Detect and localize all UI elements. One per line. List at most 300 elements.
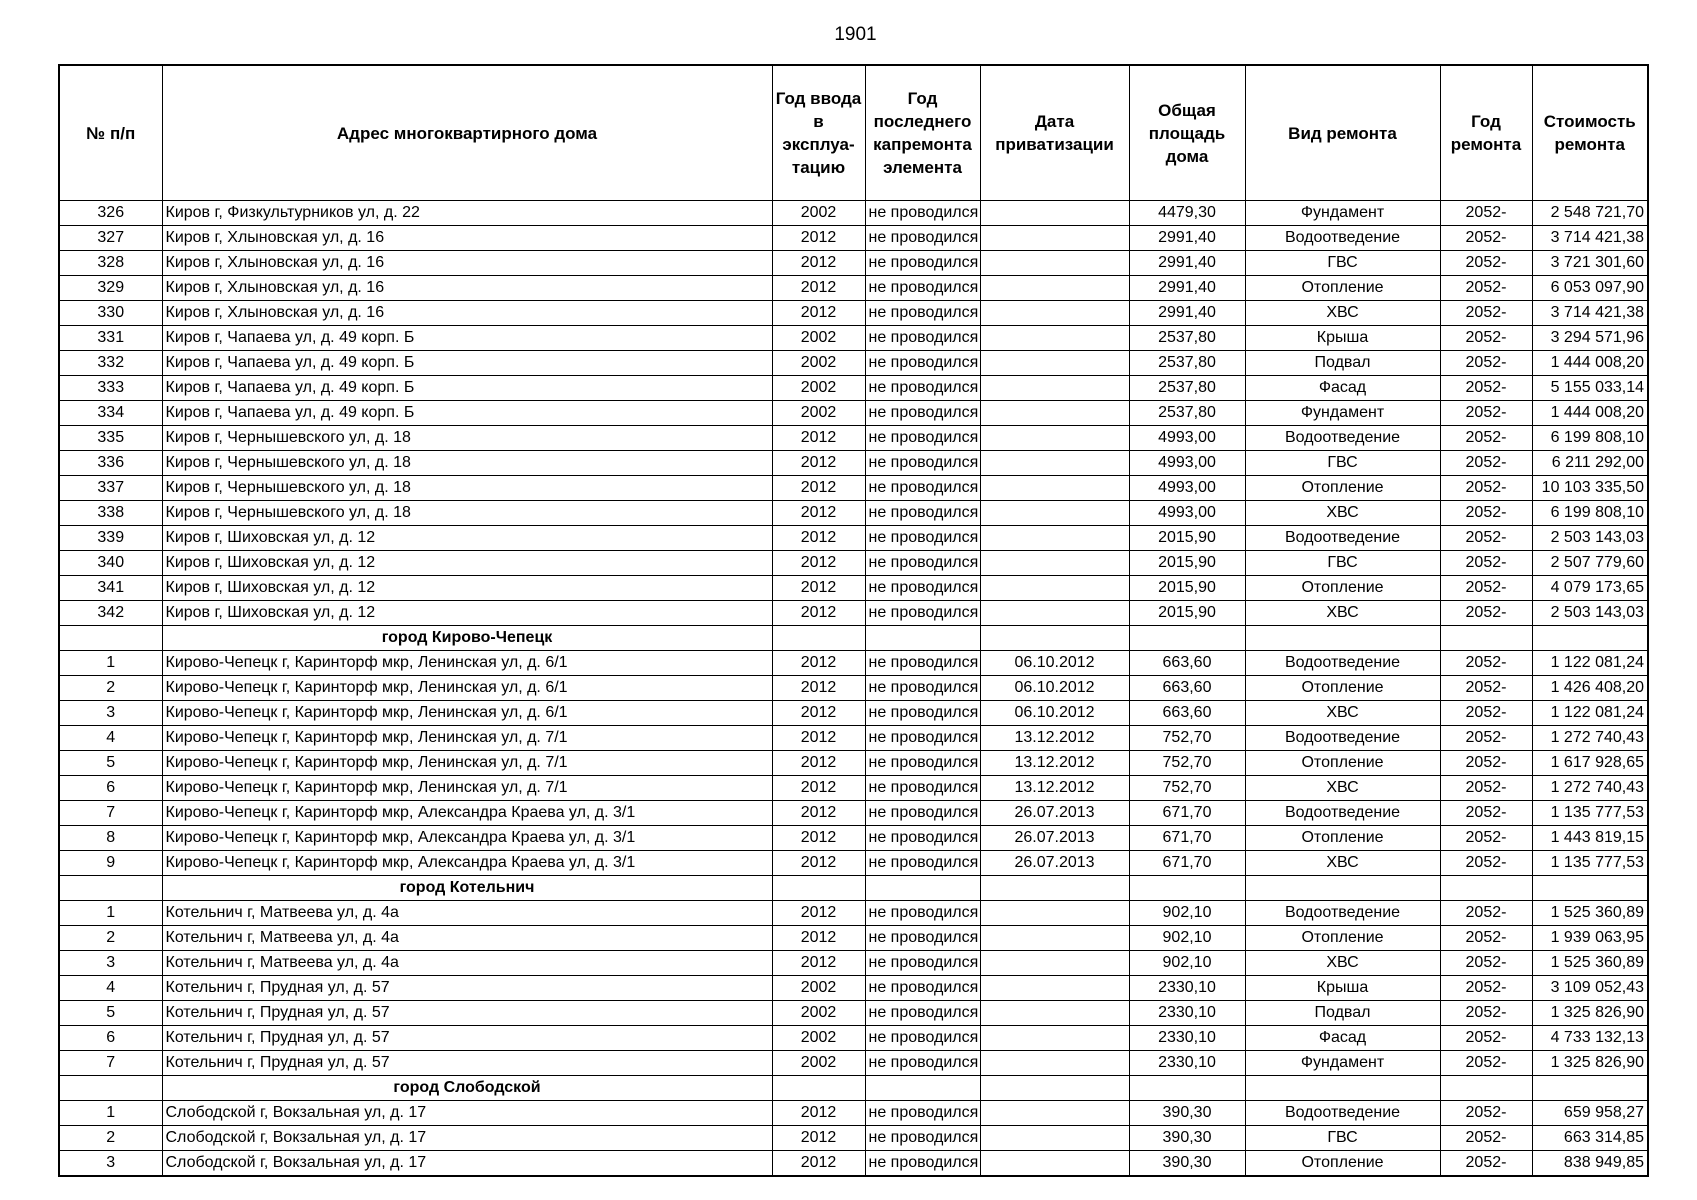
section-empty-cell xyxy=(1245,1076,1440,1101)
cell-num: 4 xyxy=(59,976,162,1001)
cell-repair-cost: 3 721 301,60 xyxy=(1532,251,1648,276)
cell-privatization-date xyxy=(980,976,1129,1001)
cell-repair-cost: 1 617 928,65 xyxy=(1532,751,1648,776)
cell-privatization-date: 26.07.2013 xyxy=(980,801,1129,826)
header-num: № п/п xyxy=(59,65,162,201)
cell-address: Кирово-Чепецк г, Каринторф мкр, Ленинская ул, д. 6/1 xyxy=(162,651,772,676)
cell-year-last-repair: не проводился xyxy=(865,601,980,626)
cell-repair-year: 2052- xyxy=(1440,1151,1532,1177)
cell-total-area: 752,70 xyxy=(1129,776,1245,801)
cell-privatization-date xyxy=(980,1126,1129,1151)
table-row xyxy=(59,501,1648,526)
cell-address: Кирово-Чепецк г, Каринторф мкр, Ленинская ул, д. 6/1 xyxy=(162,676,772,701)
cell-repair-year: 2052- xyxy=(1440,576,1532,601)
cell-repair-type: Фундамент xyxy=(1245,1051,1440,1076)
cell-privatization-date xyxy=(980,926,1129,951)
cell-address: Киров г, Чапаева ул, д. 49 корп. Б xyxy=(162,351,772,376)
header-repair-type: Вид ремонта xyxy=(1245,65,1440,201)
cell-year-commission: 2012 xyxy=(772,601,865,626)
cell-num: 6 xyxy=(59,1026,162,1051)
cell-repair-year: 2052- xyxy=(1440,226,1532,251)
cell-repair-year: 2052- xyxy=(1440,301,1532,326)
cell-year-commission: 2012 xyxy=(772,751,865,776)
cell-num: 328 xyxy=(59,251,162,276)
cell-repair-cost: 5 155 033,14 xyxy=(1532,376,1648,401)
cell-year-last-repair: не проводился xyxy=(865,1026,980,1051)
cell-repair-cost: 10 103 335,50 xyxy=(1532,476,1648,501)
table-row xyxy=(59,926,1648,951)
section-row xyxy=(59,876,1648,901)
cell-num: 336 xyxy=(59,451,162,476)
section-title: город Котельнич xyxy=(162,876,772,901)
cell-repair-year: 2052- xyxy=(1440,501,1532,526)
cell-repair-type: Водоотведение xyxy=(1245,226,1440,251)
cell-repair-type: ХВС xyxy=(1245,851,1440,876)
cell-repair-year: 2052- xyxy=(1440,801,1532,826)
cell-repair-cost: 6 053 097,90 xyxy=(1532,276,1648,301)
cell-total-area: 2015,90 xyxy=(1129,601,1245,626)
cell-total-area: 2537,80 xyxy=(1129,326,1245,351)
cell-num: 337 xyxy=(59,476,162,501)
cell-address: Кирово-Чепецк г, Каринторф мкр, Ленинская ул, д. 7/1 xyxy=(162,776,772,801)
cell-address: Киров г, Шиховская ул, д. 12 xyxy=(162,526,772,551)
cell-year-commission: 2012 xyxy=(772,726,865,751)
cell-year-commission: 2012 xyxy=(772,701,865,726)
table-row xyxy=(59,951,1648,976)
table-row xyxy=(59,1126,1648,1151)
cell-repair-type: ХВС xyxy=(1245,501,1440,526)
cell-repair-year: 2052- xyxy=(1440,1051,1532,1076)
cell-year-commission: 2012 xyxy=(772,951,865,976)
table-row xyxy=(59,276,1648,301)
cell-privatization-date xyxy=(980,1051,1129,1076)
cell-repair-type: ХВС xyxy=(1245,301,1440,326)
cell-privatization-date xyxy=(980,476,1129,501)
cell-repair-type: Отопление xyxy=(1245,676,1440,701)
cell-address: Киров г, Хлыновская ул, д. 16 xyxy=(162,226,772,251)
cell-num: 7 xyxy=(59,801,162,826)
cell-privatization-date xyxy=(980,426,1129,451)
cell-privatization-date xyxy=(980,1026,1129,1051)
cell-repair-type: Водоотведение xyxy=(1245,801,1440,826)
cell-repair-cost: 3 294 571,96 xyxy=(1532,326,1648,351)
cell-year-commission: 2002 xyxy=(772,1001,865,1026)
cell-year-last-repair: не проводился xyxy=(865,676,980,701)
cell-privatization-date: 13.12.2012 xyxy=(980,776,1129,801)
section-empty-cell xyxy=(980,626,1129,651)
cell-repair-cost: 2 503 143,03 xyxy=(1532,601,1648,626)
section-empty-cell xyxy=(1440,626,1532,651)
cell-repair-year: 2052- xyxy=(1440,676,1532,701)
table-row xyxy=(59,976,1648,1001)
cell-year-last-repair: не проводился xyxy=(865,576,980,601)
cell-year-commission: 2012 xyxy=(772,451,865,476)
cell-repair-cost: 4 079 173,65 xyxy=(1532,576,1648,601)
cell-year-commission: 2012 xyxy=(772,551,865,576)
cell-year-last-repair: не проводился xyxy=(865,326,980,351)
cell-repair-type: Водоотведение xyxy=(1245,426,1440,451)
cell-repair-type: Подвал xyxy=(1245,351,1440,376)
cell-year-commission: 2012 xyxy=(772,901,865,926)
cell-privatization-date xyxy=(980,451,1129,476)
section-empty-cell xyxy=(980,1076,1129,1101)
cell-address: Котельнич г, Матвеева ул, д. 4а xyxy=(162,951,772,976)
cell-num: 326 xyxy=(59,201,162,226)
cell-privatization-date xyxy=(980,401,1129,426)
cell-repair-year: 2052- xyxy=(1440,551,1532,576)
cell-privatization-date xyxy=(980,526,1129,551)
cell-year-commission: 2002 xyxy=(772,201,865,226)
cell-privatization-date xyxy=(980,1101,1129,1126)
cell-repair-cost: 4 733 132,13 xyxy=(1532,1026,1648,1051)
section-empty-cell xyxy=(772,626,865,651)
table-row xyxy=(59,251,1648,276)
table-row xyxy=(59,651,1648,676)
table-body xyxy=(59,201,1648,1177)
cell-num: 327 xyxy=(59,226,162,251)
cell-repair-year: 2052- xyxy=(1440,526,1532,551)
cell-year-last-repair: не проводился xyxy=(865,651,980,676)
cell-repair-cost: 6 199 808,10 xyxy=(1532,501,1648,526)
cell-year-last-repair: не проводился xyxy=(865,751,980,776)
section-empty-cell xyxy=(772,876,865,901)
cell-repair-type: ГВС xyxy=(1245,551,1440,576)
cell-repair-cost: 1 443 819,15 xyxy=(1532,826,1648,851)
cell-total-area: 4993,00 xyxy=(1129,451,1245,476)
cell-num: 335 xyxy=(59,426,162,451)
table-row xyxy=(59,701,1648,726)
cell-total-area: 752,70 xyxy=(1129,726,1245,751)
cell-address: Киров г, Чапаева ул, д. 49 корп. Б xyxy=(162,326,772,351)
cell-privatization-date: 13.12.2012 xyxy=(980,751,1129,776)
cell-year-last-repair: не проводился xyxy=(865,226,980,251)
cell-total-area: 4993,00 xyxy=(1129,501,1245,526)
cell-repair-year: 2052- xyxy=(1440,426,1532,451)
cell-address: Киров г, Чапаева ул, д. 49 корп. Б xyxy=(162,401,772,426)
section-empty-cell xyxy=(865,1076,980,1101)
cell-total-area: 2991,40 xyxy=(1129,276,1245,301)
cell-repair-year: 2052- xyxy=(1440,901,1532,926)
cell-total-area: 2537,80 xyxy=(1129,351,1245,376)
cell-address: Слободской г, Вокзальная ул, д. 17 xyxy=(162,1126,772,1151)
table-row xyxy=(59,676,1648,701)
cell-privatization-date xyxy=(980,201,1129,226)
cell-year-last-repair: не проводился xyxy=(865,401,980,426)
cell-repair-cost: 2 548 721,70 xyxy=(1532,201,1648,226)
cell-repair-cost: 3 714 421,38 xyxy=(1532,301,1648,326)
cell-num: 8 xyxy=(59,826,162,851)
cell-year-last-repair: не проводился xyxy=(865,826,980,851)
cell-repair-type: Отопление xyxy=(1245,576,1440,601)
cell-num: 341 xyxy=(59,576,162,601)
cell-year-commission: 2012 xyxy=(772,276,865,301)
cell-address: Киров г, Хлыновская ул, д. 16 xyxy=(162,301,772,326)
cell-total-area: 671,70 xyxy=(1129,826,1245,851)
cell-num: 7 xyxy=(59,1051,162,1076)
cell-repair-year: 2052- xyxy=(1440,601,1532,626)
section-empty-cell xyxy=(1129,1076,1245,1101)
cell-year-commission: 2012 xyxy=(772,501,865,526)
cell-repair-cost: 1 135 777,53 xyxy=(1532,851,1648,876)
table-row xyxy=(59,401,1648,426)
cell-address: Кирово-Чепецк г, Каринторф мкр, Ленинская ул, д. 6/1 xyxy=(162,701,772,726)
cell-year-commission: 2002 xyxy=(772,376,865,401)
cell-year-commission: 2002 xyxy=(772,1051,865,1076)
section-empty-cell xyxy=(1532,876,1648,901)
cell-repair-year: 2052- xyxy=(1440,951,1532,976)
cell-address: Кирово-Чепецк г, Каринторф мкр, Ленинская ул, д. 7/1 xyxy=(162,726,772,751)
section-empty-cell xyxy=(1129,876,1245,901)
cell-total-area: 2015,90 xyxy=(1129,526,1245,551)
cell-repair-year: 2052- xyxy=(1440,451,1532,476)
section-empty-cell xyxy=(1532,1076,1648,1101)
cell-repair-type: ХВС xyxy=(1245,701,1440,726)
section-num-empty xyxy=(59,626,162,651)
table-row xyxy=(59,1101,1648,1126)
cell-repair-type: Фундамент xyxy=(1245,201,1440,226)
cell-repair-cost: 1 444 008,20 xyxy=(1532,401,1648,426)
cell-total-area: 2015,90 xyxy=(1129,576,1245,601)
repair-table xyxy=(58,64,1649,1177)
cell-total-area: 390,30 xyxy=(1129,1126,1245,1151)
cell-address: Киров г, Физкультурников ул, д. 22 xyxy=(162,201,772,226)
cell-year-commission: 2012 xyxy=(772,251,865,276)
cell-year-commission: 2012 xyxy=(772,826,865,851)
section-empty-cell xyxy=(1532,626,1648,651)
cell-repair-type: Отопление xyxy=(1245,276,1440,301)
header-repair-year: Год ремонта xyxy=(1440,65,1532,201)
cell-total-area: 2537,80 xyxy=(1129,401,1245,426)
cell-repair-type: Водоотведение xyxy=(1245,901,1440,926)
table-row xyxy=(59,776,1648,801)
table-row xyxy=(59,451,1648,476)
cell-privatization-date xyxy=(980,1151,1129,1177)
cell-year-commission: 2012 xyxy=(772,926,865,951)
table-row xyxy=(59,601,1648,626)
cell-num: 2 xyxy=(59,676,162,701)
cell-num: 3 xyxy=(59,701,162,726)
section-num-empty xyxy=(59,1076,162,1101)
cell-repair-cost: 1 272 740,43 xyxy=(1532,726,1648,751)
section-empty-cell xyxy=(772,1076,865,1101)
cell-year-last-repair: не проводился xyxy=(865,451,980,476)
cell-repair-type: Фасад xyxy=(1245,1026,1440,1051)
table-row xyxy=(59,326,1648,351)
cell-total-area: 671,70 xyxy=(1129,851,1245,876)
table-row xyxy=(59,901,1648,926)
table-row xyxy=(59,426,1648,451)
cell-num: 2 xyxy=(59,926,162,951)
cell-total-area: 671,70 xyxy=(1129,801,1245,826)
table-row xyxy=(59,1051,1648,1076)
cell-repair-year: 2052- xyxy=(1440,276,1532,301)
cell-repair-cost: 1 325 826,90 xyxy=(1532,1001,1648,1026)
cell-year-last-repair: не проводился xyxy=(865,1101,980,1126)
cell-address: Слободской г, Вокзальная ул, д. 17 xyxy=(162,1101,772,1126)
cell-total-area: 2991,40 xyxy=(1129,301,1245,326)
cell-year-commission: 2012 xyxy=(772,1101,865,1126)
cell-total-area: 902,10 xyxy=(1129,951,1245,976)
cell-year-last-repair: не проводился xyxy=(865,726,980,751)
cell-repair-year: 2052- xyxy=(1440,1026,1532,1051)
cell-repair-type: ГВС xyxy=(1245,451,1440,476)
cell-repair-cost: 1 525 360,89 xyxy=(1532,901,1648,926)
cell-address: Киров г, Шиховская ул, д. 12 xyxy=(162,601,772,626)
cell-year-last-repair: не проводился xyxy=(865,276,980,301)
cell-year-commission: 2012 xyxy=(772,301,865,326)
table-row xyxy=(59,1026,1648,1051)
table-row xyxy=(59,1001,1648,1026)
cell-num: 339 xyxy=(59,526,162,551)
page-number: 1901 xyxy=(834,24,877,45)
cell-repair-year: 2052- xyxy=(1440,351,1532,376)
cell-address: Котельнич г, Матвеева ул, д. 4а xyxy=(162,926,772,951)
table-row xyxy=(59,376,1648,401)
header-year-last-repair: Год последнего капремонта элемента xyxy=(865,65,980,201)
cell-num: 340 xyxy=(59,551,162,576)
cell-repair-cost: 659 958,27 xyxy=(1532,1101,1648,1126)
cell-year-commission: 2002 xyxy=(772,1026,865,1051)
cell-year-commission: 2012 xyxy=(772,776,865,801)
cell-repair-cost: 1 426 408,20 xyxy=(1532,676,1648,701)
table-row xyxy=(59,576,1648,601)
cell-repair-year: 2052- xyxy=(1440,251,1532,276)
cell-repair-type: ГВС xyxy=(1245,1126,1440,1151)
cell-repair-type: ХВС xyxy=(1245,601,1440,626)
cell-num: 329 xyxy=(59,276,162,301)
cell-repair-type: ГВС xyxy=(1245,251,1440,276)
cell-year-last-repair: не проводился xyxy=(865,201,980,226)
cell-year-last-repair: не проводился xyxy=(865,251,980,276)
cell-year-last-repair: не проводился xyxy=(865,776,980,801)
cell-repair-type: Водоотведение xyxy=(1245,726,1440,751)
cell-total-area: 902,10 xyxy=(1129,926,1245,951)
cell-address: Киров г, Чернышевского ул, д. 18 xyxy=(162,426,772,451)
cell-repair-type: Крыша xyxy=(1245,326,1440,351)
cell-num: 9 xyxy=(59,851,162,876)
cell-total-area: 390,30 xyxy=(1129,1151,1245,1177)
cell-num: 5 xyxy=(59,1001,162,1026)
cell-address: Слободской г, Вокзальная ул, д. 17 xyxy=(162,1151,772,1177)
cell-year-last-repair: не проводился xyxy=(865,926,980,951)
cell-repair-year: 2052- xyxy=(1440,326,1532,351)
cell-privatization-date xyxy=(980,551,1129,576)
cell-year-commission: 2012 xyxy=(772,851,865,876)
cell-total-area: 752,70 xyxy=(1129,751,1245,776)
cell-privatization-date: 06.10.2012 xyxy=(980,676,1129,701)
cell-year-last-repair: не проводился xyxy=(865,1001,980,1026)
cell-total-area: 2991,40 xyxy=(1129,251,1245,276)
cell-num: 5 xyxy=(59,751,162,776)
cell-num: 334 xyxy=(59,401,162,426)
cell-total-area: 4993,00 xyxy=(1129,426,1245,451)
cell-year-last-repair: не проводился xyxy=(865,376,980,401)
cell-repair-cost: 1 325 826,90 xyxy=(1532,1051,1648,1076)
cell-privatization-date xyxy=(980,951,1129,976)
cell-repair-year: 2052- xyxy=(1440,651,1532,676)
cell-privatization-date xyxy=(980,1001,1129,1026)
cell-privatization-date xyxy=(980,301,1129,326)
cell-repair-year: 2052- xyxy=(1440,476,1532,501)
cell-total-area: 2537,80 xyxy=(1129,376,1245,401)
section-row xyxy=(59,1076,1648,1101)
cell-total-area: 902,10 xyxy=(1129,901,1245,926)
cell-address: Киров г, Хлыновская ул, д. 16 xyxy=(162,276,772,301)
cell-total-area: 663,60 xyxy=(1129,651,1245,676)
cell-num: 342 xyxy=(59,601,162,626)
cell-address: Кирово-Чепецк г, Каринторф мкр, Александра Краева ул, д. 3/1 xyxy=(162,826,772,851)
section-title: город Слободской xyxy=(162,1076,772,1101)
cell-repair-type: Подвал xyxy=(1245,1001,1440,1026)
section-empty-cell xyxy=(1245,876,1440,901)
cell-privatization-date xyxy=(980,251,1129,276)
cell-privatization-date xyxy=(980,901,1129,926)
header-year-commission: Год ввода в эксплуа-тацию xyxy=(772,65,865,201)
cell-address: Киров г, Шиховская ул, д. 12 xyxy=(162,576,772,601)
cell-repair-type: ХВС xyxy=(1245,951,1440,976)
section-empty-cell xyxy=(980,876,1129,901)
cell-repair-cost: 2 503 143,03 xyxy=(1532,526,1648,551)
cell-repair-type: Отопление xyxy=(1245,926,1440,951)
cell-repair-type: Крыша xyxy=(1245,976,1440,1001)
cell-total-area: 2330,10 xyxy=(1129,1051,1245,1076)
table-row xyxy=(59,826,1648,851)
cell-year-last-repair: не проводился xyxy=(865,301,980,326)
cell-repair-year: 2052- xyxy=(1440,401,1532,426)
cell-privatization-date xyxy=(980,376,1129,401)
cell-repair-year: 2052- xyxy=(1440,201,1532,226)
cell-repair-type: Водоотведение xyxy=(1245,526,1440,551)
cell-year-last-repair: не проводился xyxy=(865,901,980,926)
cell-repair-year: 2052- xyxy=(1440,976,1532,1001)
cell-num: 331 xyxy=(59,326,162,351)
cell-year-commission: 2012 xyxy=(772,526,865,551)
cell-address: Киров г, Чернышевского ул, д. 18 xyxy=(162,501,772,526)
cell-total-area: 2991,40 xyxy=(1129,226,1245,251)
cell-repair-cost: 1 135 777,53 xyxy=(1532,801,1648,826)
cell-repair-type: ХВС xyxy=(1245,776,1440,801)
table-row xyxy=(59,851,1648,876)
cell-num: 3 xyxy=(59,1151,162,1177)
cell-total-area: 4479,30 xyxy=(1129,201,1245,226)
cell-repair-cost: 1 122 081,24 xyxy=(1532,701,1648,726)
cell-address: Котельнич г, Прудная ул, д. 57 xyxy=(162,1051,772,1076)
cell-num: 3 xyxy=(59,951,162,976)
cell-year-commission: 2012 xyxy=(772,1126,865,1151)
cell-year-last-repair: не проводился xyxy=(865,351,980,376)
cell-privatization-date xyxy=(980,226,1129,251)
cell-privatization-date: 26.07.2013 xyxy=(980,826,1129,851)
cell-repair-cost: 3 714 421,38 xyxy=(1532,226,1648,251)
cell-repair-year: 2052- xyxy=(1440,1126,1532,1151)
cell-year-last-repair: не проводился xyxy=(865,801,980,826)
section-empty-cell xyxy=(1440,876,1532,901)
cell-num: 6 xyxy=(59,776,162,801)
cell-num: 2 xyxy=(59,1126,162,1151)
cell-repair-cost: 1 444 008,20 xyxy=(1532,351,1648,376)
section-row xyxy=(59,626,1648,651)
cell-privatization-date: 06.10.2012 xyxy=(980,651,1129,676)
cell-repair-cost: 2 507 779,60 xyxy=(1532,551,1648,576)
cell-address: Киров г, Шиховская ул, д. 12 xyxy=(162,551,772,576)
cell-total-area: 663,60 xyxy=(1129,676,1245,701)
cell-num: 338 xyxy=(59,501,162,526)
cell-privatization-date xyxy=(980,576,1129,601)
cell-year-last-repair: не проводился xyxy=(865,951,980,976)
cell-year-commission: 2002 xyxy=(772,326,865,351)
cell-address: Кирово-Чепецк г, Каринторф мкр, Александра Краева ул, д. 3/1 xyxy=(162,851,772,876)
cell-address: Киров г, Чапаева ул, д. 49 корп. Б xyxy=(162,376,772,401)
